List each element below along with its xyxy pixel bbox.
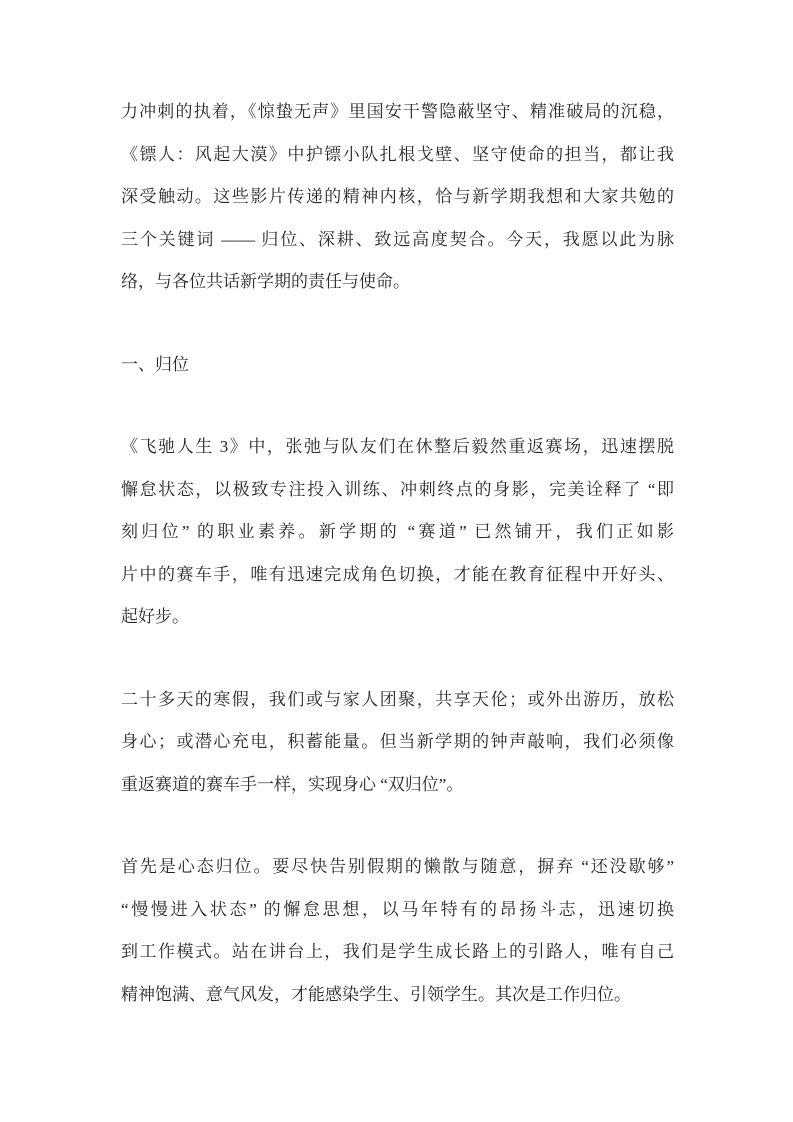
text-line: 络，与各位共话新学期的责任与使命。	[121, 272, 410, 291]
text-line: 重返赛道的赛车手一样，实现身心 “双归位”。	[121, 774, 464, 794]
text-line: 首先是心态归位。要尽快告别假期的懒散与随意，摒弃 “还没歇够”	[121, 857, 674, 876]
paragraph-hanjia	[121, 679, 674, 807]
text-line: 二十多天的寒假，我们或与家人团聚，共享天伦；或外出游历，放松	[121, 689, 674, 709]
section-heading-guiwei	[121, 344, 674, 387]
text-line: 到工作模式。站在讲台上，我们是学生成长路上的引路人，唯有自己	[121, 942, 674, 961]
text-line: 懈怠状态，以极致专注投入训练、冲刺终点的身影，完美诠释了 “即	[121, 479, 674, 499]
text-line: “慢慢进入状态” 的懈怠思想，以马年特有的昂扬斗志，迅速切换	[121, 899, 674, 919]
text-line: 精神饱满、意气风发，才能感染学生、引领学生。其次是工作归位。	[121, 984, 631, 1004]
text-line: 三个关键词 —— 归位、深耕、致远高度契合。今天，我愿以此为脉	[121, 229, 674, 249]
text-line: 力冲刺的执着，《惊蛰无声》里国安干警隐蔽坚守、精准破局的沉稳，	[121, 102, 674, 121]
paragraph-intro	[121, 91, 674, 304]
text-line: 深受触动。这些影片传递的精神内核，恰与新学期我想和大家共勉的	[121, 187, 674, 206]
paragraph-feichi-rensheng	[121, 426, 674, 639]
text-line: 《镖人：风起大漠》中护镖小队扎根戈壁、坚守使命的担当，都让我	[121, 144, 674, 164]
text-line: 《飞驰人生 3》中，张弛与队友们在休整后毅然重返赛场，迅速摆脱	[121, 437, 674, 456]
text-line: 片中的赛车手，唯有迅速完成角色切换，才能在教育征程中开好头、	[121, 564, 674, 584]
text-line: 起好步。	[121, 607, 189, 626]
section-heading-text: 一、归位	[121, 354, 189, 374]
text-line: 刻归位” 的职业素养。新学期的 “赛道” 已然铺开，我们正如影	[121, 522, 674, 541]
text-line: 身心；或潜心充电，积蓄能量。但当新学期的钟声敲响，我们必须像	[121, 732, 674, 751]
document-page	[121, 91, 674, 1056]
paragraph-xintai-guiwei	[121, 846, 674, 1016]
